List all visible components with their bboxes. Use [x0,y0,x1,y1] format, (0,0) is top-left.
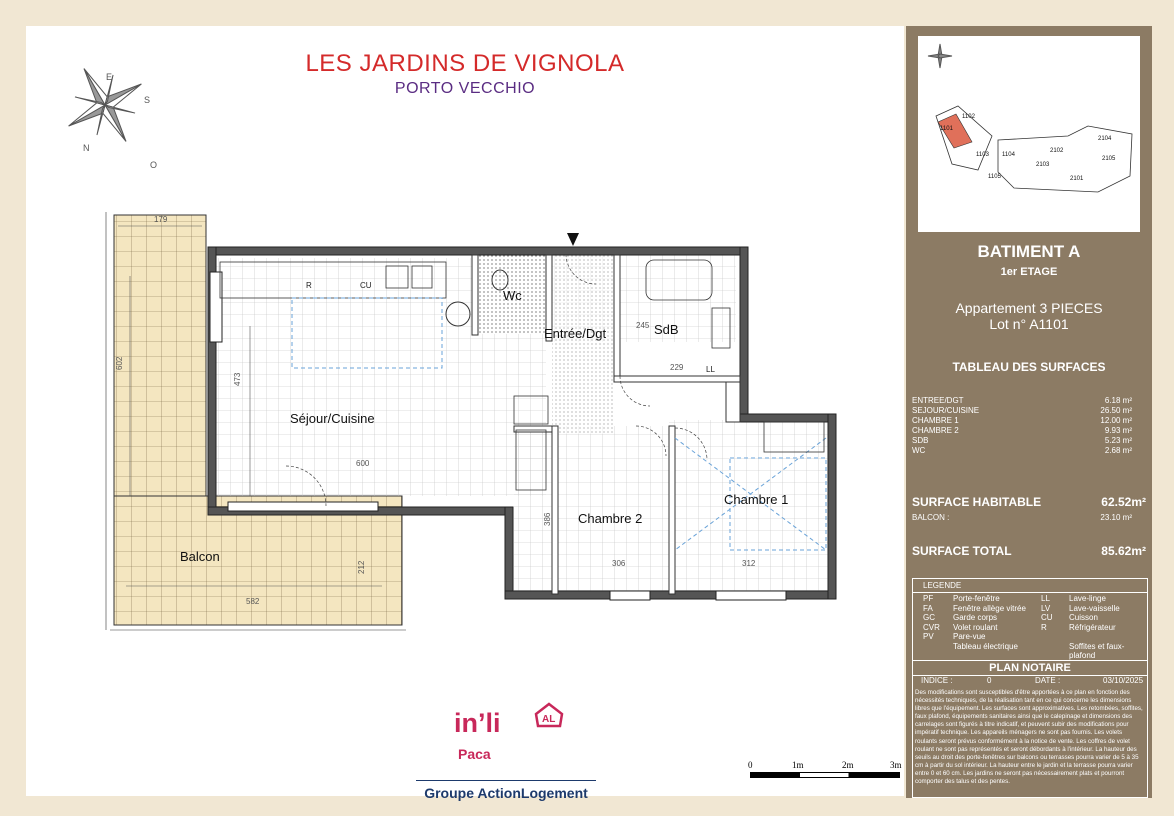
compass-n: N [83,143,90,153]
legend-code: CVR [923,622,940,632]
svg-text:245: 245 [636,321,650,330]
scale-3m: 3m [890,760,902,770]
legend-text: Volet roulant [953,622,998,632]
legend-title: LEGENDE [913,579,1147,593]
inli-logo [416,698,596,808]
legend-code: CU [1041,613,1053,622]
svg-text:179: 179 [154,215,168,224]
lot-number: Lot n° A1101 [989,316,1069,332]
surface-name: WC [912,446,926,455]
logo-group: Groupe ActionLogement [416,780,596,801]
map-lot-label: 2105 [1102,156,1116,162]
surface-name: ENTREE/DGT [912,396,964,405]
logo-al-icon [534,702,564,728]
map-lot-label: 1105 [988,174,1001,180]
map-lot-label: 1103 [976,152,989,158]
legend-text: Soffites et faux-plafond [1069,641,1125,660]
surface-row [912,446,1132,456]
room-entree: Entrée/Dgt [544,326,607,341]
project-title: LES JARDINS DE VIGNOLA [305,50,625,77]
indice-value: 0 [987,676,992,685]
compass-e: E [106,72,113,82]
room-chambre2: Chambre 2 [578,511,643,526]
surface-value: 5.23 m² [1104,436,1132,445]
legend-text: Lave-linge [1069,594,1106,603]
indice-label: INDICE : [921,676,953,685]
balcon-value: 23.10 m² [1100,513,1132,522]
map-lot-label: 2104 [1098,136,1112,142]
map-lot-label: 1102 [962,114,975,120]
surface-value: 9.93 m² [1104,426,1132,435]
svg-text:312: 312 [742,559,756,568]
floor-plan [26,26,904,666]
surface-value: 26.50 m² [1100,406,1132,415]
surface-total-label: SURFACE TOTAL [912,544,1012,558]
logo-al: AL [542,714,556,725]
map-lot-label: 2102 [1050,148,1064,154]
surface-value: 12.00 m² [1100,416,1132,425]
compass-o: O [150,160,158,170]
legend-text: Garde corps [953,613,998,622]
legend-text: Pare-vue [953,632,986,641]
date-value: 03/10/2025 [1103,676,1144,685]
svg-text:386: 386 [543,512,552,526]
scale-bar [748,760,908,790]
date-label: DATE : [1035,676,1061,685]
room-balcon: Balcon [180,549,220,564]
plan-sheet [26,26,904,801]
legend-text: Cuisson [1069,613,1098,622]
surface-name: SEJOUR/CUISINE [912,406,980,415]
legend-code: R [1041,622,1047,632]
location-map [918,36,1140,232]
surface-row [912,396,1132,406]
legend-text: Porte-fenêtre [953,594,1000,603]
scale-1m: 1m [792,760,804,770]
mini-compass-icon [926,42,954,70]
info-sidebar [906,26,1152,798]
surface-row [912,436,1132,446]
surface-name: CHAMBRE 2 [912,426,959,435]
map-lot-label: 2103 [1036,162,1050,168]
surface-name: SDB [912,436,929,445]
svg-text:R: R [306,281,312,290]
svg-text:229: 229 [670,363,684,372]
svg-text:582: 582 [246,597,260,606]
svg-text:CU: CU [360,281,372,290]
scale-2m: 2m [842,760,854,770]
legend-text: Fenêtre allège vitrée [953,603,1026,613]
legend-text: Réfrigérateur [1069,622,1116,632]
legend-code: LV [1041,603,1051,613]
surface-habitable-value: 62.52m² [1101,495,1146,509]
room-sdb: SdB [654,322,679,337]
etage: 1er ETAGE [1000,266,1058,278]
legend-code: LL [1041,594,1050,603]
room-chambre1: Chambre 1 [724,492,789,507]
batiment: BATIMENT A [977,242,1081,261]
apartment-info [906,300,1152,332]
surface-habitable-label: SURFACE HABITABLE [912,495,1042,509]
svg-text:LL: LL [706,365,715,374]
room-wc: Wc [503,288,522,303]
legal-note: Des modifications sont susceptibles d'être apportées à ce plan en fonction des nécessités techniques, de la réalisation tant en ce qui concerne les dimensions libres que l'équipement. Les surfaces sont approximatives. Les retombées, soffites, faux plafond, équipements sanitaires ainsi que le calepinage et dimensions des carrelages sont figurés à titre indicatif, et peuvent subir des modifications pour impératif technique. Les appareils ménagers ne sont pas fournis. Les volets roulants seront prévus conformément à la notice de vente. Les coffres de volet roulant ne sont pas représentés et seront débordants à l'intérieur. La hauteur des seuils au droit des porte-fenêtres sur balcons ou terrasses pourra varier de 5 à 35 cm à partir du sol intérieur. La hauteur entre le jardin et la terrasse pourra varier entre 0 et 60 cm. Les jardins ne seront pas nécessairement plats et pourront comporter des talus et des pentes. [915,689,1143,786]
svg-text:306: 306 [612,559,626,568]
surface-name: CHAMBRE 1 [912,416,959,425]
legend-text: Tableau électrique [953,641,1018,651]
legend-text: Lave-vaisselle [1069,603,1120,613]
legend-code: PF [923,594,934,603]
surface-value: 6.18 m² [1104,396,1132,405]
surface-row [912,406,1132,416]
svg-text:600: 600 [356,459,370,468]
surface-row [912,426,1132,436]
map-lot-label: 1104 [1002,152,1015,158]
logo-region: Paca [458,746,491,762]
project-location: PORTO VECCHIO [394,80,536,97]
map-lot-label: 1101 [940,126,953,132]
svg-text:602: 602 [115,356,124,370]
legend-code: GC [923,613,935,622]
surfaces-table-title: TABLEAU DES SURFACES [952,360,1106,374]
svg-text:473: 473 [233,372,242,386]
apartment-type: Appartement 3 PIECES [955,300,1103,316]
plan-notaire: PLAN NOTAIRE [913,660,1147,676]
scale-0: 0 [748,760,753,770]
legend-code: PV [923,632,934,641]
balcon-row [912,513,1132,523]
site-plan-map [918,96,1140,206]
surface-value: 2.68 m² [1104,446,1132,455]
surface-row [912,416,1132,426]
balcon-label: BALCON : [912,513,950,522]
room-sejour: Séjour/Cuisine [290,411,375,426]
map-lot-label: 2101 [1070,176,1084,182]
compass-s: S [144,95,151,105]
svg-text:212: 212 [357,560,366,574]
surface-total-value: 85.62m² [1101,544,1146,558]
logo-brand: in’li [454,708,501,738]
legend-box [912,578,1148,798]
legend-code: FA [923,603,933,613]
